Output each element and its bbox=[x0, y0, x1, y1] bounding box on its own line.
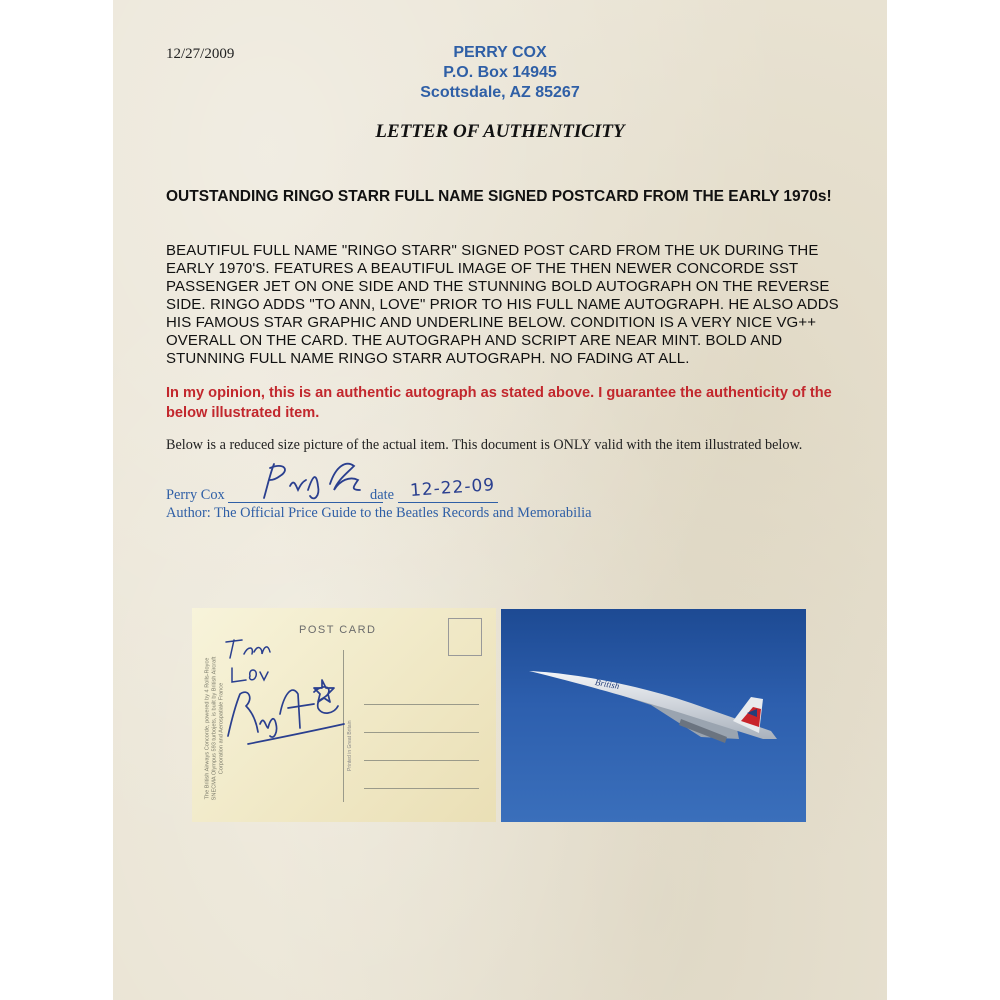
letterhead-name: PERRY COX bbox=[453, 44, 547, 61]
letterhead-address-line2: Scottsdale, AZ 85267 bbox=[420, 84, 580, 101]
postcard-back-image bbox=[192, 608, 496, 822]
document-date: 12/27/2009 bbox=[166, 46, 235, 62]
letterhead bbox=[350, 43, 650, 103]
address-line bbox=[364, 760, 479, 761]
item-headline: OUTSTANDING RINGO STARR FULL NAME SIGNED POSTCARD FROM THE EARLY 1970s! bbox=[166, 188, 832, 205]
item-description: BEAUTIFUL FULL NAME "RINGO STARR" SIGNED POST CARD FROM THE UK DURING THE EARLY 1970'S. FEATURES A BEAUTIFUL IMAGE OF THE THEN NEWER CONCORDE SST PASSENGER JET ON ONE SIDE AND THE STUNNING BOLD AUTOGRAPH ON THE REVERSE SIDE. RINGO ADDS "TO ANN, LOVE" PRIOR TO HIS FULL NAME AUTOGRAPH. HE ALSO ADDS HIS FAMOUS STAR GRAPHIC AND UNDERLINE BELOW. CONDITION IS A VERY NICE VG++ OVERALL ON THE CARD. THE AUTOGRAPH AND SCRIPT ARE NEAR MINT. BOLD AND STUNNING FULL NAME RINGO STARR AUTOGRAPH. NO FADING AT ALL. bbox=[166, 242, 839, 367]
authenticity-statement: In my opinion, this is an authentic autograph as stated above. I guarantee the authenticity of the below illustrated item. bbox=[166, 385, 832, 421]
author-credit: Author: The Official Price Guide to the Beatles Records and Memorabilia bbox=[166, 505, 592, 521]
postcard-side-caption: The British Airways Concorde, powered by 4 Rolls-Royce SNECMA Olympus 593 turbojets, is built by British Aircraft Corporation and Aerospatiale France bbox=[204, 656, 225, 801]
printed-note: Printed in Great Britain bbox=[347, 720, 353, 771]
date-label: date bbox=[370, 487, 394, 503]
ringo-starr-autograph-image bbox=[218, 628, 358, 763]
address-line bbox=[364, 732, 479, 733]
validity-notice: Below is a reduced size picture of the actual item. This document is ONLY valid with the item illustrated below. bbox=[166, 437, 803, 453]
date-underline bbox=[398, 502, 498, 503]
address-line bbox=[364, 788, 479, 789]
signer-name: Perry Cox bbox=[166, 487, 225, 503]
postcard-title: POST CARD bbox=[299, 624, 377, 636]
document-title: LETTER OF AUTHENTICITY bbox=[375, 121, 625, 142]
stamp-box bbox=[448, 618, 482, 656]
aircraft-livery-text: British bbox=[594, 676, 621, 692]
handwritten-date: 12-22-09 bbox=[409, 475, 496, 501]
letterhead-address-line1: P.O. Box 14945 bbox=[443, 64, 557, 81]
address-line bbox=[364, 704, 479, 705]
concorde-jet-image bbox=[501, 609, 806, 822]
perry-cox-signature-image bbox=[250, 456, 400, 506]
